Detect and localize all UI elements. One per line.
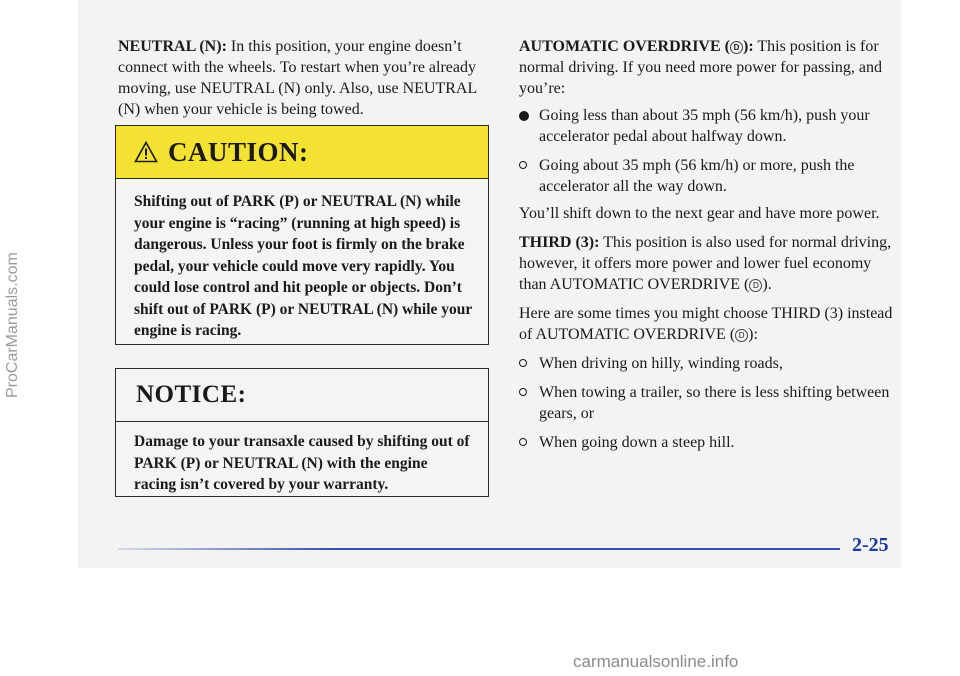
list-item: When driving on hilly, winding roads, — [519, 353, 899, 374]
bullet-icon — [519, 438, 527, 446]
list-item: Going about 35 mph (56 km/h) or more, push the accelerator all the way down. — [519, 155, 899, 197]
overdrive-label: AUTOMATIC OVERDRIVE ( D ): — [519, 38, 754, 55]
neutral-label: NEUTRAL (N): — [118, 38, 227, 55]
third-label: THIRD (3): — [519, 234, 600, 251]
bullet-icon — [519, 111, 529, 121]
downshift-paragraph: You’ll shift down to the next gear and have more power. — [519, 205, 880, 222]
footer-rule — [118, 548, 840, 550]
side-watermark — [0, 0, 24, 400]
caution-text: Shifting out of PARK (P) or NEUTRAL (N) while your engine is “racing” (running at high speed) is dangerous. Unless your foot is firmly on the brake pedal, your vehicle could move very rapidly. You could lose control and hit people or objects. Don’t shift out of PARK (P) or NEUTRAL (N) while your engine is racing. — [134, 193, 472, 339]
notice-text: Damage to your transaxle caused by shifting out of PARK (P) or NEUTRAL (N) with the engine racing isn’t covered by your warranty. — [134, 433, 470, 493]
side-watermark-text: ProCarManuals.com — [4, 252, 21, 398]
caution-title: CAUTION: — [168, 136, 309, 167]
left-column — [118, 36, 488, 120]
notice-header — [116, 369, 488, 422]
bottom-watermark: carmanualsonline.info — [573, 652, 739, 671]
caution-box — [115, 125, 489, 345]
caution-header — [116, 126, 488, 179]
overdrive-symbol-icon: D — [735, 329, 748, 342]
notice-title: NOTICE: — [136, 381, 247, 408]
list-item: When towing a trailer, so there is less shifting between gears, or — [519, 382, 899, 424]
neutral-text: In this position, your engine doesn’t connect with the wheels. To restart when you’re already moving, use NEUTRAL (N) only. Also, use NEUTRAL (N) when your vehicle is being towed. — [118, 38, 477, 118]
bullet-icon — [519, 161, 527, 169]
overdrive-paragraph — [519, 36, 899, 99]
times-paragraph: Here are some times you might choose THIRD (3) instead of AUTOMATIC OVERDRIVE ( D ): — [519, 305, 893, 343]
warning-triangle-icon — [134, 141, 158, 163]
right-column — [519, 36, 899, 461]
third-paragraph: THIRD (3): This position is also used for normal driving, however, it offers more power and lower fuel economy than AUTOMATIC OVERDRIVE ( D ). — [519, 234, 892, 293]
page-number: 2-25 — [852, 534, 889, 556]
overdrive-bullet-list — [519, 105, 899, 197]
bullet-icon — [519, 388, 527, 396]
overdrive-symbol-icon: D — [730, 41, 743, 54]
notice-box — [115, 368, 489, 497]
overdrive-text: This position is for normal driving. If you need more power for passing, and you’re: — [519, 38, 883, 97]
list-item: When going down a steep hill. — [519, 432, 899, 453]
third-bullet-list — [519, 353, 899, 453]
neutral-paragraph — [118, 36, 488, 120]
bullet-icon — [519, 359, 527, 367]
overdrive-symbol-icon: D — [749, 279, 762, 292]
list-item: Going less than about 35 mph (56 km/h), push your accelerator pedal about halfway down. — [519, 105, 899, 147]
